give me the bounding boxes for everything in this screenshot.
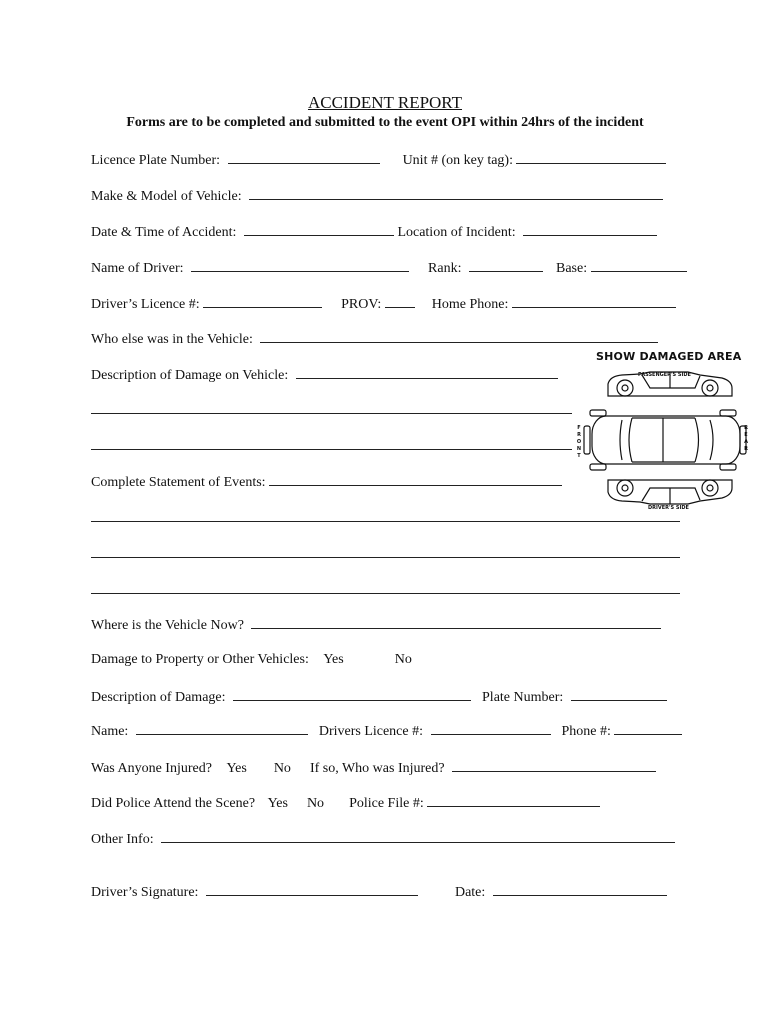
- rear-label: R E A R: [744, 425, 748, 452]
- name-field[interactable]: [136, 721, 308, 735]
- make-model-label: Make & Model of Vehicle:: [91, 189, 242, 204]
- drivers-side-view[interactable]: [608, 480, 732, 504]
- page-title: ACCIDENT REPORT: [307, 93, 463, 112]
- who-injured-field[interactable]: [452, 758, 656, 772]
- drivers-licence2-label: Drivers Licence #:: [318, 724, 424, 739]
- property-damage-no[interactable]: No: [394, 652, 412, 667]
- name-label: Name:: [91, 724, 129, 739]
- police-file-label: Police File #:: [349, 796, 424, 811]
- vehicle-now-row: [91, 615, 661, 633]
- driver-name-field[interactable]: [191, 258, 409, 272]
- injured-label: Was Anyone Injured?: [91, 761, 212, 776]
- police-label: Did Police Attend the Scene?: [91, 796, 256, 811]
- base-field[interactable]: [591, 258, 687, 272]
- rank-label: Rank:: [428, 261, 462, 276]
- name-licence-phone-row: [91, 721, 682, 739]
- driver-name-label: Name of Driver:: [91, 261, 184, 276]
- page-subtitle: Forms are to be completed and submitted to the event OPI within 24hrs of the incident: [126, 115, 644, 130]
- police-no[interactable]: No: [306, 796, 325, 811]
- other-info-label: Other Info:: [91, 832, 154, 847]
- vehicle-now-field[interactable]: [251, 615, 661, 629]
- who-injured-label: If so, Who was Injured?: [309, 761, 445, 776]
- statement-field[interactable]: [269, 472, 562, 486]
- unit-field[interactable]: [516, 150, 666, 164]
- base-label: Base:: [555, 261, 588, 276]
- drivers-licence-field[interactable]: [203, 294, 322, 308]
- home-phone-label: Home Phone:: [431, 297, 509, 312]
- date-field[interactable]: [493, 882, 667, 896]
- statement-line-4[interactable]: [91, 593, 680, 594]
- signature-date-row: [91, 882, 667, 900]
- police-row: [91, 793, 600, 811]
- signature-field[interactable]: [206, 882, 418, 896]
- police-yes[interactable]: Yes: [267, 796, 288, 811]
- damage-description-label: Description of Damage on Vehicle:: [91, 368, 289, 383]
- who-else-label: Who else was in the Vehicle:: [91, 332, 253, 347]
- injured-row: [91, 758, 656, 776]
- top-down-view[interactable]: [584, 410, 746, 470]
- licence-prov-row: [91, 294, 676, 312]
- phone-field[interactable]: [614, 721, 682, 735]
- damage-plate-row: [91, 687, 667, 705]
- licence-plate-label: Licence Plate Number:: [91, 153, 221, 168]
- property-damage-row: [91, 651, 412, 669]
- damage-description-row: [91, 365, 558, 383]
- licence-unit-row: [91, 150, 666, 168]
- signature-label: Driver’s Signature:: [91, 885, 199, 900]
- drivers-side-label: DRIVER'S SIDE: [648, 505, 689, 511]
- date-label: Date:: [454, 885, 486, 900]
- licence-plate-field[interactable]: [228, 150, 380, 164]
- damage-description-line-3[interactable]: [91, 449, 572, 450]
- who-else-field[interactable]: [260, 329, 658, 343]
- injured-yes[interactable]: Yes: [226, 761, 247, 776]
- damage-description-line-2[interactable]: [91, 413, 572, 414]
- vehicle-damage-diagram[interactable]: [570, 348, 755, 518]
- statement-row: [91, 472, 562, 490]
- location-label: Location of Incident:: [397, 225, 516, 240]
- drivers-licence-label: Driver’s Licence #:: [91, 297, 200, 312]
- property-damage-yes[interactable]: Yes: [323, 652, 344, 667]
- driver-row: [91, 258, 687, 276]
- vehicle-now-label: Where is the Vehicle Now?: [91, 618, 244, 633]
- prov-label: PROV:: [341, 297, 382, 312]
- other-info-field[interactable]: [161, 829, 675, 843]
- property-damage-label: Damage to Property or Other Vehicles:: [91, 652, 309, 667]
- date-time-label: Date & Time of Accident:: [91, 225, 237, 240]
- statement-label: Complete Statement of Events:: [91, 475, 266, 490]
- damage-desc2-label: Description of Damage:: [91, 690, 226, 705]
- make-model-row: [91, 186, 663, 204]
- passenger-side-view[interactable]: [608, 372, 732, 396]
- location-field[interactable]: [523, 222, 657, 236]
- police-file-field[interactable]: [427, 793, 600, 807]
- make-model-field[interactable]: [249, 186, 663, 200]
- diagram-title: SHOW DAMAGED AREA: [596, 350, 742, 363]
- unit-label: Unit # (on key tag):: [402, 153, 513, 168]
- prov-field[interactable]: [385, 294, 415, 308]
- other-info-row: [91, 829, 675, 847]
- injured-no[interactable]: No: [273, 761, 291, 776]
- statement-line-3[interactable]: [91, 557, 680, 558]
- plate-number-field[interactable]: [571, 687, 667, 701]
- home-phone-field[interactable]: [512, 294, 676, 308]
- passenger-side-label: PASSENGER'S SIDE: [638, 372, 691, 378]
- date-location-row: [91, 222, 657, 240]
- drivers-licence2-field[interactable]: [431, 721, 551, 735]
- phone-label: Phone #:: [561, 724, 611, 739]
- date-time-field[interactable]: [244, 222, 394, 236]
- plate-number-label: Plate Number:: [482, 690, 564, 705]
- front-label: F R O N T: [576, 425, 582, 459]
- damage-description-field[interactable]: [296, 365, 558, 379]
- statement-line-2[interactable]: [91, 521, 680, 522]
- who-else-row: [91, 329, 658, 347]
- damage-desc2-field[interactable]: [233, 687, 471, 701]
- rank-field[interactable]: [469, 258, 543, 272]
